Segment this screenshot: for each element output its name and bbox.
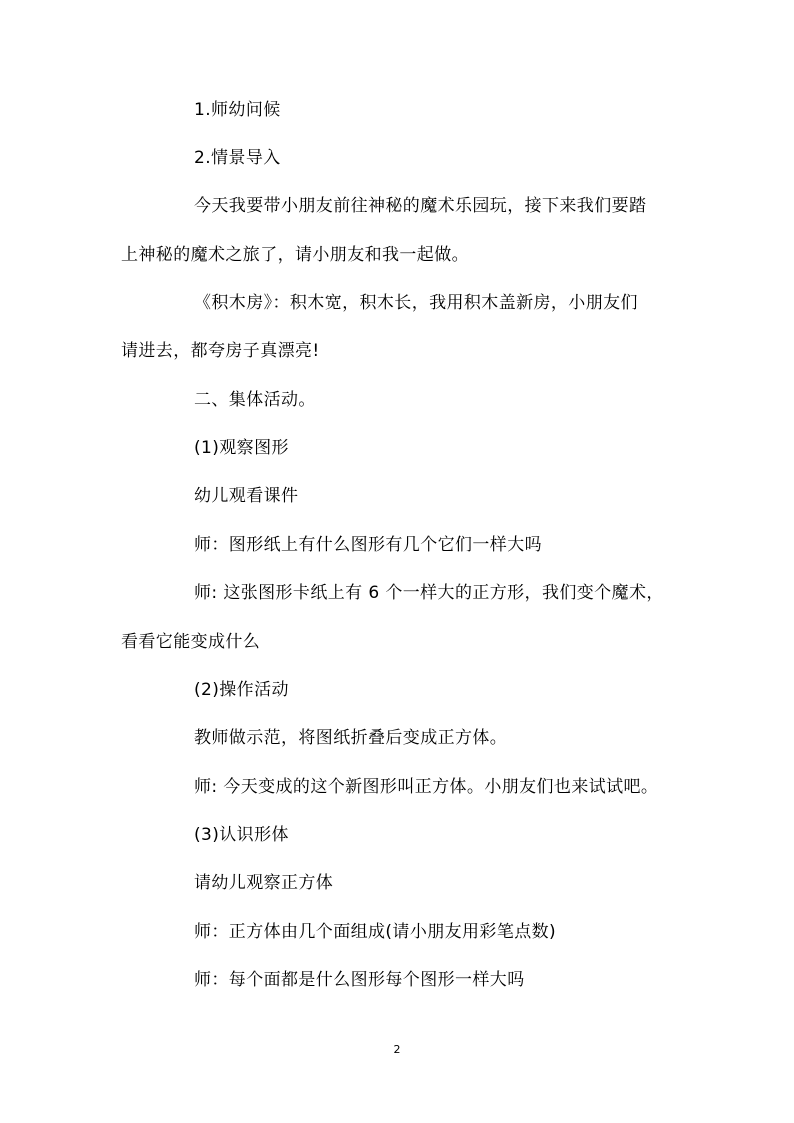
paragraph-line: 教师做示范，将图纸折叠后变成正方体。: [194, 728, 508, 748]
paragraph-line: 请进去，都夸房子真漂亮!: [121, 341, 320, 361]
paragraph-line: 今天我要带小朋友前往神秘的魔术乐园玩，接下来我们要踏: [194, 196, 647, 216]
paragraph-line: 《积木房》：积木宽，积木长，我用积木盖新房，小朋友们: [194, 293, 638, 313]
page-number: 2: [393, 1043, 401, 1056]
paragraph-line: 幼儿观看课件: [194, 486, 299, 506]
paragraph-line: 师：正方体由几个面组成(请小朋友用彩笔点数): [194, 922, 557, 942]
paragraph-line: 师：每个面都是什么图形每个图形一样大吗: [194, 970, 525, 990]
paragraph-line: 师：图形纸上有什么图形有几个它们一样大吗: [194, 535, 542, 555]
paragraph-line: 师: 这张图形卡纸上有 6 个一样大的正方形，我们变个魔术，: [194, 583, 664, 603]
paragraph-line: 请幼儿观察正方体: [194, 873, 334, 893]
subheading-observe-shapes: (1)观察图形: [194, 438, 289, 458]
paragraph-line: 上神秘的魔术之旅了，请小朋友和我一起做。: [121, 245, 469, 265]
heading-scene-intro: 2.情景导入: [194, 148, 281, 168]
paragraph-line: 师: 今天变成的这个新图形叫正方体。小朋友们也来试试吧。: [194, 777, 659, 797]
subheading-operation: (2)操作活动: [194, 680, 289, 700]
subheading-recognize-shapes: (3)认识形体: [194, 825, 289, 845]
section-heading: 二、集体活动。: [194, 390, 316, 410]
heading-greeting: 1.师幼问候: [194, 100, 281, 120]
paragraph-line: 看看它能变成什么: [121, 632, 261, 652]
